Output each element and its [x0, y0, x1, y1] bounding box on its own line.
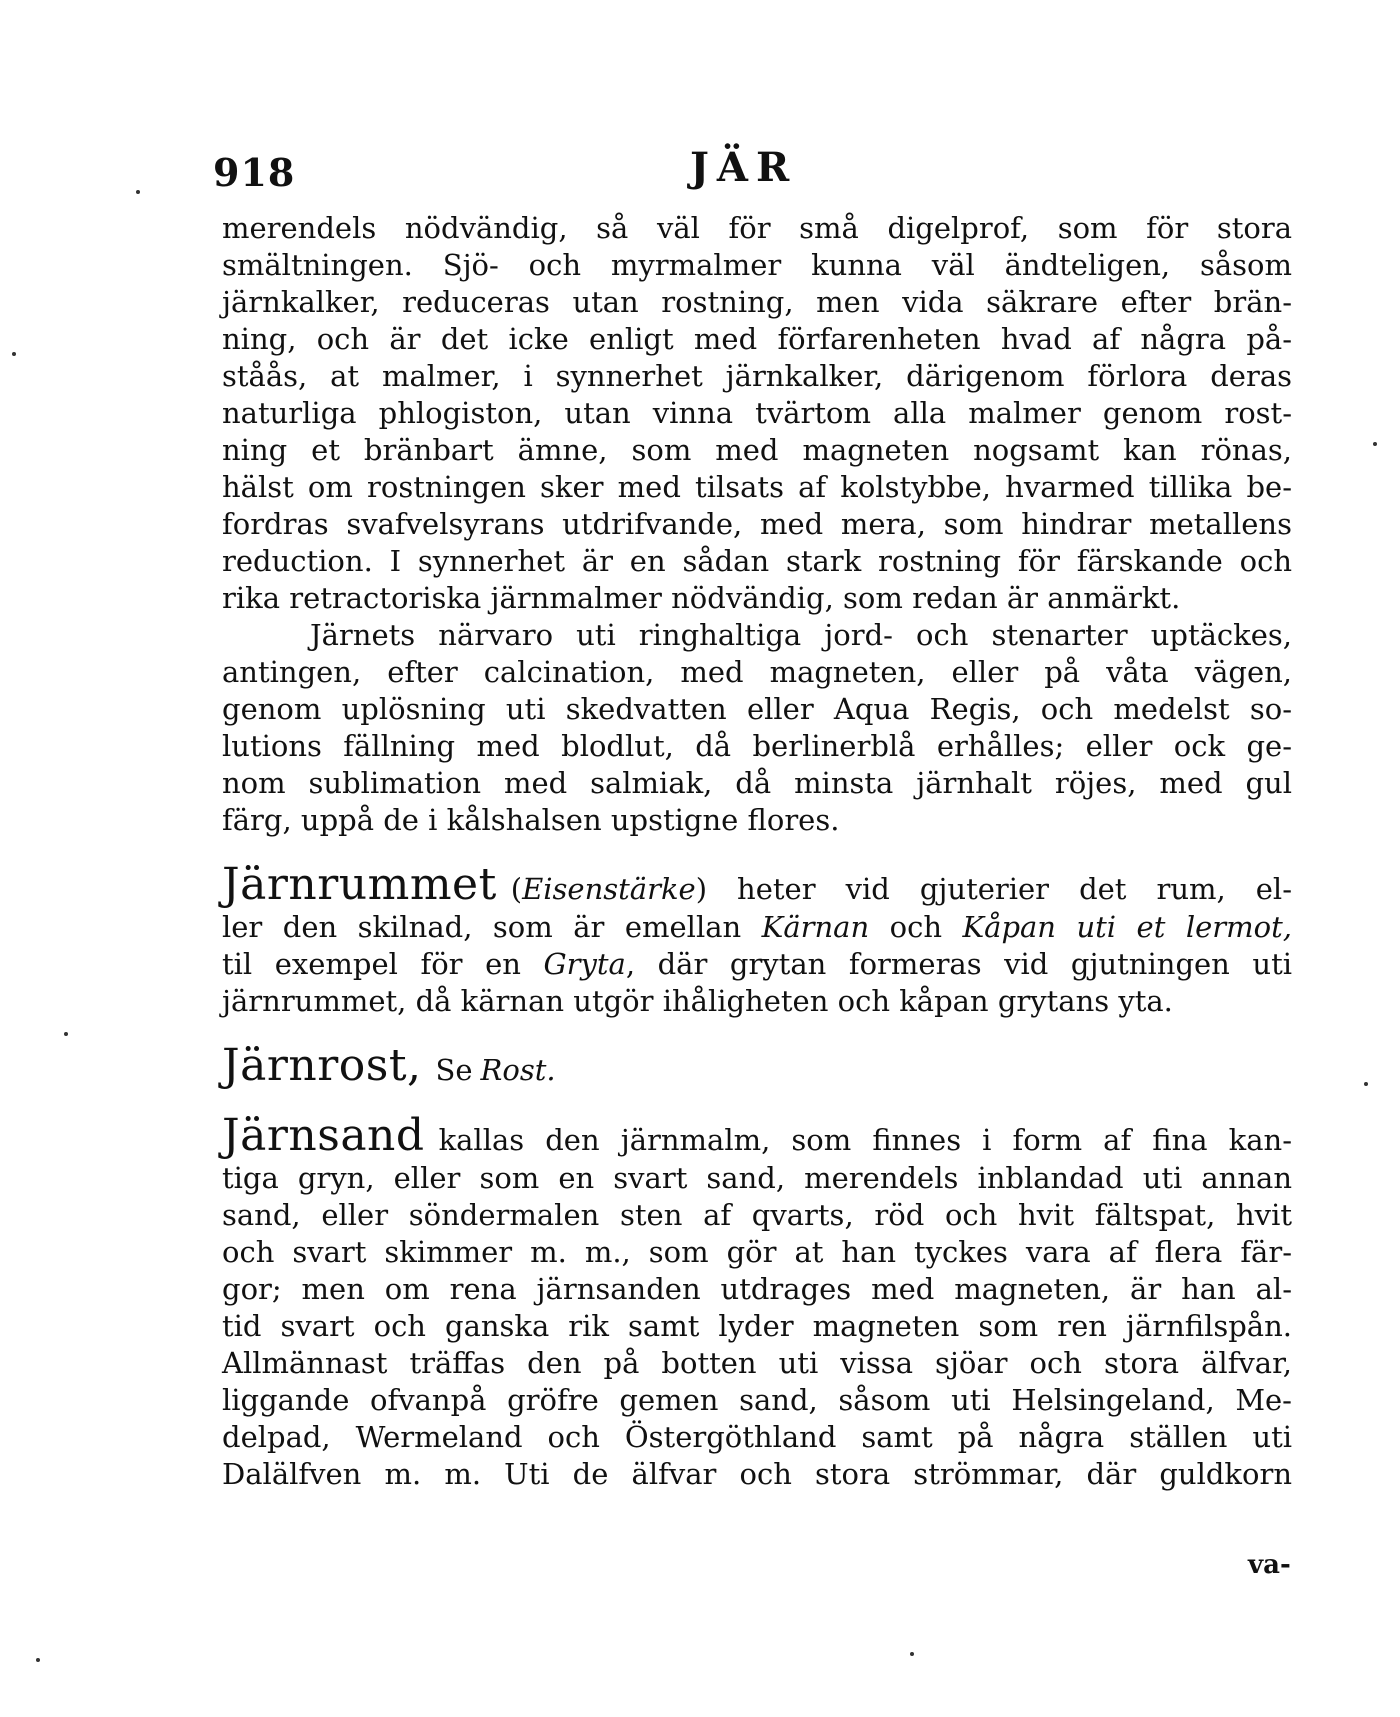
text-line: delpad, Wermeland och Östergöthland samt på några ställen uti [222, 1420, 1292, 1454]
entry-text: kallas den järnmalm, som finnes i form af fina kan- [438, 1123, 1292, 1157]
entry-text: (Eisenstärke) heter vid gjuterier det rum, el- [510, 872, 1292, 906]
paper-speck [910, 1652, 914, 1656]
text-line: ståås, at malmer, i synnerhet järnkalker, därigenom förlora deras [222, 359, 1292, 393]
text-line: rika retractoriska järnmalmer nödvändig, som redan är anmärkt. [222, 581, 1181, 615]
headword: Järnrummet [222, 859, 497, 910]
text-line: ning et bränbart ämne, som med magneten nogsamt kan rönas, [222, 433, 1292, 467]
paragraph-iron-detection [222, 617, 1292, 839]
entry-first-line [222, 1112, 1292, 1160]
entry-jarnrummet [222, 861, 1292, 1020]
text-line: fordras svafvelsyrans utdrifvande, med mera, som hindrar metallens [222, 507, 1292, 541]
text-line: Dalälfven m. m. Uti de älfvar och stora strömmar, där guldkorn [222, 1457, 1292, 1491]
text-line: lutions fällning med blodlut, då berlinerblå erhålles; eller ock ge- [222, 729, 1292, 763]
text-line: färg, uppå de i kålshalsen upstigne flores. [222, 803, 840, 837]
paper-speck [1373, 442, 1377, 446]
entry-jarnsand [222, 1112, 1292, 1493]
paper-speck [1364, 1082, 1368, 1086]
text-line: tid svart och ganska rik samt lyder magneten som ren järnfilspån. [222, 1309, 1292, 1343]
paper-speck [136, 190, 140, 194]
text-line: antingen, efter calcination, med magneten, eller på våta vägen, [222, 655, 1292, 689]
text-line: reduction. I synnerhet är en sådan stark rostning för färskande och [222, 544, 1292, 578]
text-line: sand, eller söndermalen sten af qvarts, röd och hvit fältspat, hvit [222, 1198, 1292, 1232]
catchword: va- [1248, 1550, 1291, 1580]
paper-speck [12, 352, 16, 356]
page-number: 918 [213, 150, 296, 195]
text-line: Allmännast träffas den på botten uti vissa sjöar och stora älfvar, [222, 1346, 1292, 1380]
paper-speck [64, 1032, 68, 1036]
headword: Järnrost, [222, 1040, 422, 1091]
paper-speck [36, 1658, 40, 1662]
text-line: hälst om rostningen sker med tilsats af kolstybbe, hvarmed tillika be- [222, 470, 1292, 504]
text-line: Järnets närvaro uti ringhaltiga jord- och stenarter uptäckes, [310, 618, 1292, 652]
text-line: liggande ofvanpå gröfre gemen sand, såsom uti Helsingeland, Me- [222, 1383, 1292, 1417]
text-line: järnkalker, reduceras utan rostning, men vida säkrare efter brän- [222, 285, 1292, 319]
running-head: JÄR [690, 144, 798, 191]
text-line: ning, och är det icke enligt med förfarenheten hvad af några på- [222, 322, 1292, 356]
text-line: til exempel för en Gryta, där grytan formeras vid gjutningen uti [222, 947, 1292, 981]
headword: Järnsand [222, 1110, 425, 1161]
text-line: genom uplösning uti skedvatten eller Aqua Regis, och medelst so- [222, 692, 1292, 726]
text-line: järnrummet, då kärnan utgör ihåligheten och kåpan grytans yta. [222, 984, 1173, 1018]
entry-first-line [222, 1042, 1292, 1090]
text-line: gor; men om rena järnsanden utdrages med magneten, är han al- [222, 1272, 1292, 1306]
german-term: Eisenstärke [522, 872, 696, 906]
text-line: naturliga phlogiston, utan vinna tvärtom alla malmer genom rost- [222, 396, 1292, 430]
see-label: Se [435, 1053, 473, 1087]
text-line: nom sublimation med salmiak, då minsta järnhalt röjes, med gul [222, 766, 1292, 800]
entry-jarnrost [222, 1042, 1292, 1090]
continuation-paragraph [222, 210, 1292, 617]
text-column [222, 210, 1292, 1493]
text-line: och svart skimmer m. m., som gör at han tyckes vara af flera fär- [222, 1235, 1292, 1269]
entry-first-line [222, 861, 1292, 909]
cross-reference: Rost. [480, 1053, 556, 1087]
text-line: ler den skilnad, som är emellan Kärnan och Kåpan uti et lermot, [222, 910, 1292, 944]
text-line: smältningen. Sjö- och myrmalmer kunna väl ändteligen, såsom [222, 248, 1292, 282]
text-line: tiga gryn, eller som en svart sand, merendels inblandad uti annan [222, 1161, 1292, 1195]
text-line: merendels nödvändig, så väl för små digelprof, som för stora [222, 211, 1292, 245]
